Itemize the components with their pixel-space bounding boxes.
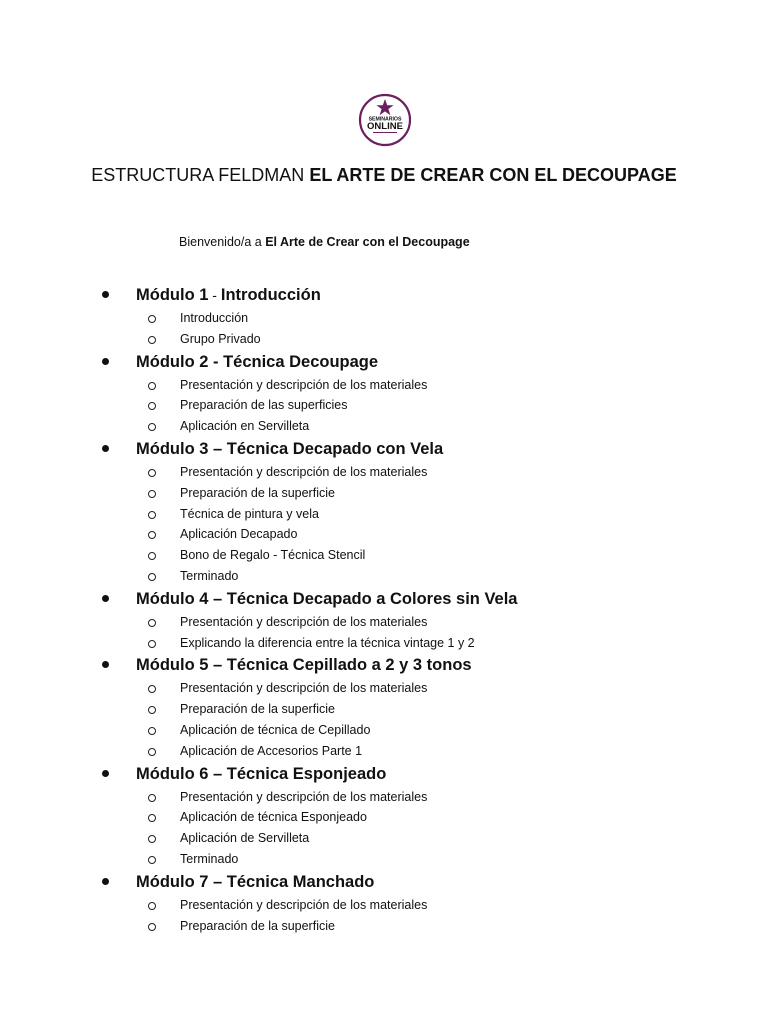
hollow-bullet-icon bbox=[148, 856, 156, 864]
module-heading bbox=[0, 765, 768, 790]
module-separator: - bbox=[208, 352, 224, 371]
list-item bbox=[0, 419, 768, 440]
hollow-bullet-icon bbox=[148, 923, 156, 931]
hollow-bullet-icon bbox=[148, 315, 156, 323]
module-title bbox=[136, 590, 517, 609]
module-5 bbox=[0, 656, 768, 764]
list-item bbox=[0, 790, 768, 811]
filled-bullet-icon bbox=[102, 358, 109, 365]
list-item-label: Terminado bbox=[180, 851, 239, 866]
hollow-bullet-icon bbox=[148, 619, 156, 627]
list-item bbox=[0, 723, 768, 744]
module-heading bbox=[0, 286, 768, 311]
module-name: Técnica Cepillado a 2 y 3 tonos bbox=[226, 656, 472, 675]
module-heading bbox=[0, 353, 768, 378]
hollow-bullet-icon bbox=[148, 552, 156, 560]
logo-icon bbox=[358, 93, 412, 147]
module-heading bbox=[0, 656, 768, 681]
module-heading bbox=[0, 590, 768, 615]
hollow-bullet-icon bbox=[148, 423, 156, 431]
list-item bbox=[0, 398, 768, 419]
hollow-bullet-icon bbox=[148, 902, 156, 910]
document-title bbox=[0, 165, 768, 186]
module-title bbox=[136, 353, 378, 372]
list-item-label: Preparación de las superficies bbox=[180, 398, 348, 413]
logo-text-line2: ONLINE bbox=[367, 121, 403, 132]
list-item-label: Presentación y descripción de los materiales bbox=[180, 614, 428, 629]
list-item bbox=[0, 311, 768, 332]
list-item-label: Terminado bbox=[180, 568, 239, 583]
module-name: Técnica Decoupage bbox=[223, 352, 379, 371]
list-item bbox=[0, 527, 768, 548]
list-item bbox=[0, 831, 768, 852]
list-item bbox=[0, 615, 768, 636]
filled-bullet-icon bbox=[102, 595, 109, 602]
hollow-bullet-icon bbox=[148, 402, 156, 410]
list-item bbox=[0, 486, 768, 507]
module-title bbox=[136, 440, 443, 459]
list-item-label: Presentación y descripción de los materiales bbox=[180, 377, 428, 392]
hollow-bullet-icon bbox=[148, 706, 156, 714]
list-item-label: Grupo Privado bbox=[180, 331, 261, 346]
filled-bullet-icon bbox=[102, 445, 109, 452]
list-item-label: Aplicación Decapado bbox=[180, 527, 298, 542]
hollow-bullet-icon bbox=[148, 531, 156, 539]
hollow-bullet-icon bbox=[148, 382, 156, 390]
list-item bbox=[0, 919, 768, 940]
list-item-label: Preparación de la superficie bbox=[180, 702, 335, 717]
module-separator: - bbox=[208, 287, 221, 303]
module-number: Módulo 4 bbox=[136, 589, 209, 608]
list-item-label: Aplicación de Accesorios Parte 1 bbox=[180, 743, 363, 758]
list-item-label: Presentación y descripción de los materiales bbox=[180, 681, 428, 696]
module-separator: – bbox=[208, 439, 227, 458]
module-heading bbox=[0, 873, 768, 898]
list-item-label: Presentación y descripción de los materiales bbox=[180, 789, 428, 804]
module-separator: – bbox=[208, 764, 227, 783]
module-title bbox=[136, 656, 472, 675]
filled-bullet-icon bbox=[102, 770, 109, 777]
list-item bbox=[0, 744, 768, 765]
module-name: Técnica Manchado bbox=[226, 872, 375, 891]
list-item bbox=[0, 681, 768, 702]
list-item bbox=[0, 702, 768, 723]
module-name: Técnica Esponjeado bbox=[226, 764, 387, 783]
list-item bbox=[0, 852, 768, 873]
list-item bbox=[0, 378, 768, 399]
welcome-line bbox=[179, 235, 470, 249]
module-heading bbox=[0, 440, 768, 465]
document-title-main: EL ARTE DE CREAR CON EL DECOUPAGE bbox=[309, 165, 677, 185]
module-separator: – bbox=[208, 872, 227, 891]
hollow-bullet-icon bbox=[148, 794, 156, 802]
list-item bbox=[0, 548, 768, 569]
module-number: Módulo 1 bbox=[136, 286, 209, 304]
hollow-bullet-icon bbox=[148, 748, 156, 756]
module-6 bbox=[0, 765, 768, 873]
hollow-bullet-icon bbox=[148, 490, 156, 498]
module-title bbox=[136, 765, 386, 784]
module-4 bbox=[0, 590, 768, 657]
list-item-label: Preparación de la superficie bbox=[180, 485, 335, 500]
document-title-prefix: ESTRUCTURA FELDMAN bbox=[91, 165, 305, 185]
logo-text-line1: SEMINARIOS bbox=[368, 116, 402, 123]
module-number: Módulo 7 bbox=[136, 872, 209, 891]
module-2 bbox=[0, 353, 768, 440]
list-item-label: Preparación de la superficie bbox=[180, 918, 335, 933]
module-7 bbox=[0, 873, 768, 940]
module-name: Técnica Decapado a Colores sin Vela bbox=[226, 589, 518, 608]
list-item bbox=[0, 465, 768, 486]
hollow-bullet-icon bbox=[148, 685, 156, 693]
list-item-label: Aplicación de técnica de Cepillado bbox=[180, 722, 371, 737]
hollow-bullet-icon bbox=[148, 640, 156, 648]
filled-bullet-icon bbox=[102, 291, 109, 298]
module-1 bbox=[0, 286, 768, 353]
list-item-label: Introducción bbox=[180, 311, 249, 325]
module-separator: – bbox=[208, 656, 227, 675]
hollow-bullet-icon bbox=[148, 727, 156, 735]
list-item-label: Bono de Regalo - Técnica Stencil bbox=[180, 548, 366, 563]
list-item bbox=[0, 636, 768, 657]
hollow-bullet-icon bbox=[148, 511, 156, 519]
hollow-bullet-icon bbox=[148, 469, 156, 477]
hollow-bullet-icon bbox=[148, 835, 156, 843]
list-item bbox=[0, 810, 768, 831]
list-item-label: Presentación y descripción de los materiales bbox=[180, 464, 428, 479]
list-item-label: Aplicación de técnica Esponjeado bbox=[180, 810, 367, 825]
hollow-bullet-icon bbox=[148, 573, 156, 581]
hollow-bullet-icon bbox=[148, 814, 156, 822]
module-title bbox=[136, 286, 321, 305]
welcome-intro: Bienvenido/a a bbox=[179, 235, 262, 249]
hollow-bullet-icon bbox=[148, 336, 156, 344]
module-title bbox=[136, 873, 374, 892]
seminarios-online-logo bbox=[358, 93, 412, 147]
module-number: Módulo 3 bbox=[136, 439, 209, 458]
module-name: Técnica Decapado con Vela bbox=[226, 439, 444, 458]
welcome-course-name: El Arte de Crear con el Decoupage bbox=[265, 235, 470, 249]
module-number: Módulo 5 bbox=[136, 656, 209, 675]
filled-bullet-icon bbox=[102, 661, 109, 668]
filled-bullet-icon bbox=[102, 878, 109, 885]
module-3 bbox=[0, 440, 768, 590]
list-item-label: Aplicación de Servilleta bbox=[180, 831, 310, 846]
module-name: Introducción bbox=[220, 286, 321, 304]
list-item-label: Presentación y descripción de los materiales bbox=[180, 897, 428, 912]
module-number: Módulo 6 bbox=[136, 764, 209, 783]
list-item-label: Aplicación en Servilleta bbox=[180, 419, 310, 434]
list-item-label: Técnica de pintura y vela bbox=[180, 506, 319, 521]
list-item bbox=[0, 898, 768, 919]
list-item-label: Explicando la diferencia entre la técnica vintage 1 y 2 bbox=[180, 635, 475, 650]
module-separator: – bbox=[208, 589, 227, 608]
list-item bbox=[0, 332, 768, 353]
list-item bbox=[0, 507, 768, 528]
module-list bbox=[0, 286, 768, 939]
module-number: Módulo 2 bbox=[136, 352, 209, 371]
list-item bbox=[0, 569, 768, 590]
